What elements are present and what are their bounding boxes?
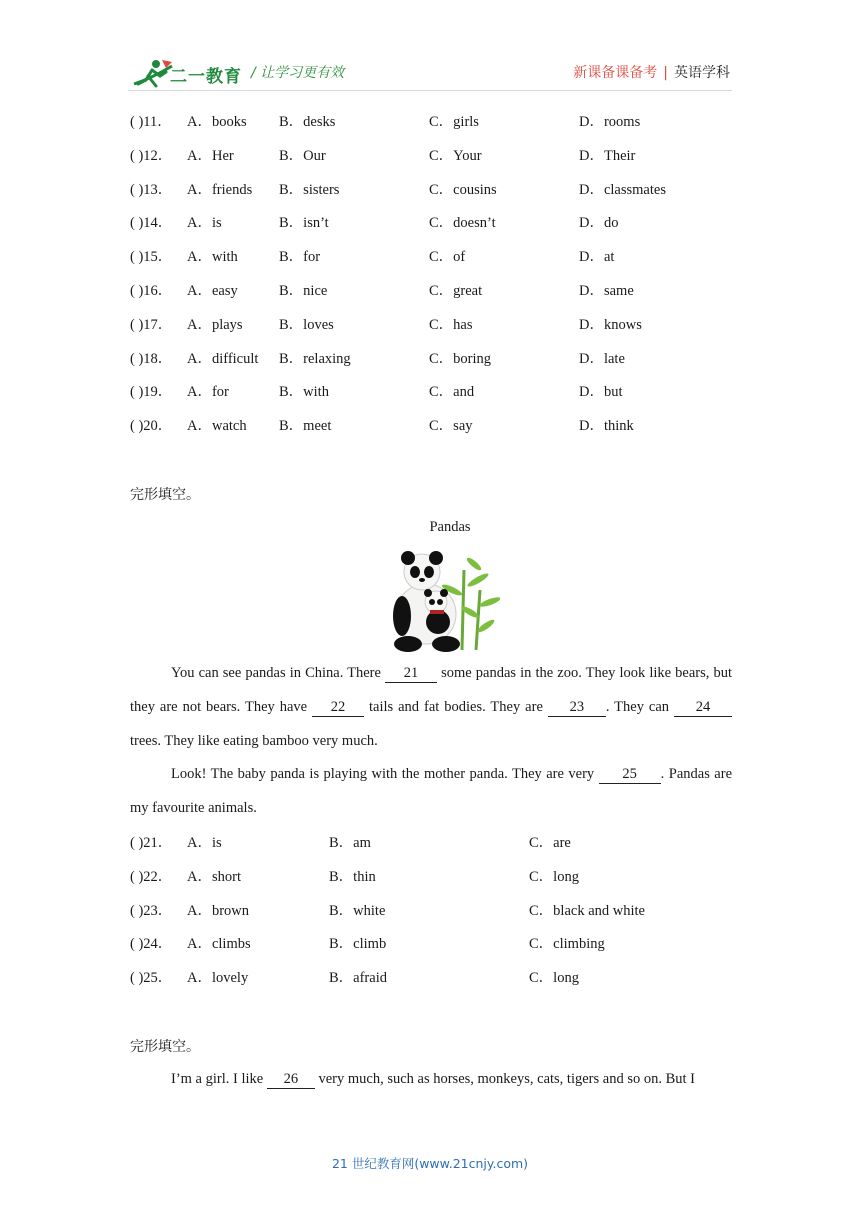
option-b[interactable]: B．relaxing xyxy=(279,350,351,367)
question-number[interactable]: ( )14． xyxy=(130,215,173,232)
question-number[interactable]: ( )22． xyxy=(130,868,173,885)
question-number[interactable]: ( )15． xyxy=(130,249,173,266)
option-d[interactable]: D．late xyxy=(579,350,625,367)
option-c[interactable]: C．long xyxy=(529,970,579,987)
option-c[interactable]: C．Your xyxy=(429,147,482,164)
option-c[interactable]: C．black and white xyxy=(529,902,645,919)
option-d[interactable]: D．at xyxy=(579,249,615,266)
question-number[interactable]: ( )11． xyxy=(130,114,172,130)
option-c[interactable]: C．cousins xyxy=(429,181,497,198)
header-subject-label: 英语学科 xyxy=(674,65,730,81)
option-a[interactable]: A．is xyxy=(187,835,222,851)
blank-22[interactable]: 22 xyxy=(312,698,364,717)
option-b[interactable]: B．nice xyxy=(279,283,328,299)
logo-text: 二一教育 xyxy=(170,67,242,87)
option-a[interactable]: A．lovely xyxy=(187,970,249,987)
passage-title: Pandas xyxy=(429,519,471,535)
option-a[interactable]: A．for xyxy=(187,384,229,401)
page-header xyxy=(128,56,732,92)
section-title-cloze-2: 完形填空。 xyxy=(130,1039,200,1055)
question-number[interactable]: ( )18． xyxy=(130,350,173,367)
option-b[interactable]: B．thin xyxy=(329,868,376,885)
option-d[interactable]: D．do xyxy=(579,215,619,232)
page-footer: 21 世纪教育网(www.21cnjy.com) xyxy=(331,1156,529,1171)
option-b[interactable]: B．climb xyxy=(329,936,387,953)
option-b[interactable]: B．afraid xyxy=(329,970,387,987)
blank-25[interactable]: 25 xyxy=(599,765,661,784)
passage-text: Look! The baby panda is playing with the mother panda. They are very xyxy=(171,766,599,782)
option-a[interactable]: A．is xyxy=(187,215,222,232)
option-c[interactable]: C．of xyxy=(429,249,466,266)
option-b[interactable]: B．white xyxy=(329,902,386,919)
question-number[interactable]: ( )21． xyxy=(130,835,173,851)
passage-paragraph-2 xyxy=(130,757,732,825)
blank-21[interactable]: 21 xyxy=(385,664,437,683)
option-b[interactable]: B．Our xyxy=(279,147,326,164)
option-b[interactable]: B．for xyxy=(279,249,321,266)
question-number[interactable]: ( )12． xyxy=(130,147,173,164)
passage-paragraph-1 xyxy=(130,656,732,758)
passage-text: tails and fat bodies. They are xyxy=(364,699,548,715)
option-a[interactable]: A．climbs xyxy=(187,936,251,953)
option-c[interactable]: C．say xyxy=(429,418,473,435)
option-a[interactable]: A．with xyxy=(187,249,238,266)
blank-26[interactable]: 26 xyxy=(267,1070,315,1089)
option-c[interactable]: C．climbing xyxy=(529,936,605,953)
question-number[interactable]: ( )17． xyxy=(130,316,173,333)
section-title-cloze: 完形填空。 xyxy=(130,487,200,503)
passage-text: some pandas in the zoo. They look like bears, but they are not bears. They have xyxy=(130,665,732,715)
option-a[interactable]: A．easy xyxy=(187,283,238,299)
question-number[interactable]: ( )24． xyxy=(130,936,173,953)
option-b[interactable]: B．meet xyxy=(279,418,332,435)
option-a[interactable]: A．plays xyxy=(187,316,243,333)
option-d[interactable]: D．knows xyxy=(579,316,642,333)
option-c[interactable]: C．great xyxy=(429,283,483,299)
question-number[interactable]: ( )19． xyxy=(130,384,173,401)
passage-text: . They can xyxy=(605,699,674,715)
question-number[interactable]: ( )13． xyxy=(130,181,173,198)
header-divider xyxy=(128,90,732,91)
option-c[interactable]: C．and xyxy=(429,384,475,401)
option-b[interactable]: B．isn’t xyxy=(279,215,329,232)
option-a[interactable]: A．Her xyxy=(187,147,234,164)
option-c[interactable]: C．has xyxy=(429,316,473,333)
option-b[interactable]: B．am xyxy=(329,835,371,851)
option-b[interactable]: B．with xyxy=(279,384,329,401)
passage-text: I’m a girl. I like xyxy=(171,1071,267,1087)
option-d[interactable]: D．same xyxy=(579,283,634,299)
option-c[interactable]: C．boring xyxy=(429,350,492,367)
question-number[interactable]: ( )25． xyxy=(130,970,173,987)
header-course-label: 新课备课备考 xyxy=(573,65,658,81)
option-a[interactable]: A．watch xyxy=(187,418,247,435)
option-c[interactable]: C．doesn’t xyxy=(429,215,496,232)
question-number[interactable]: ( )23． xyxy=(130,902,173,919)
passage-text: You can see pandas in China. There xyxy=(171,665,386,681)
option-a[interactable]: A．difficult xyxy=(187,350,259,367)
blank-24[interactable]: 24 xyxy=(674,698,732,717)
panda-bamboo-icon xyxy=(386,550,500,654)
option-b[interactable]: B．loves xyxy=(279,316,334,333)
passage-text: trees. They like eating bamboo very much. xyxy=(130,733,378,749)
passage-text: . Pandas are my favourite animals. xyxy=(130,766,733,816)
header-slogan: / 让学习更有效 xyxy=(251,65,345,81)
option-d[interactable]: D．think xyxy=(579,418,634,435)
option-b[interactable]: B．sisters xyxy=(279,181,340,198)
question-number[interactable]: ( )16． xyxy=(130,283,173,299)
option-a[interactable]: A．friends xyxy=(187,181,253,198)
option-d[interactable]: D．rooms xyxy=(579,114,641,130)
question-number[interactable]: ( )20． xyxy=(130,418,173,435)
option-c[interactable]: C．long xyxy=(529,868,579,885)
header-separator: | xyxy=(663,65,668,81)
option-d[interactable]: D．but xyxy=(579,384,623,401)
option-a[interactable]: A．short xyxy=(187,868,241,885)
option-b[interactable]: B．desks xyxy=(279,114,336,130)
header-right xyxy=(573,62,730,82)
option-a[interactable]: A．brown xyxy=(187,902,250,919)
passage-text: very much, such as horses, monkeys, cats, tigers and so on. But I xyxy=(314,1071,696,1087)
passage-paragraph-3 xyxy=(130,1062,732,1096)
option-d[interactable]: D．Their xyxy=(579,147,636,164)
blank-23[interactable]: 23 xyxy=(548,698,606,717)
option-d[interactable]: D．classmates xyxy=(579,181,666,198)
option-c[interactable]: C．are xyxy=(529,835,571,851)
option-c[interactable]: C．girls xyxy=(429,114,479,130)
option-a[interactable]: A．books xyxy=(187,114,247,130)
